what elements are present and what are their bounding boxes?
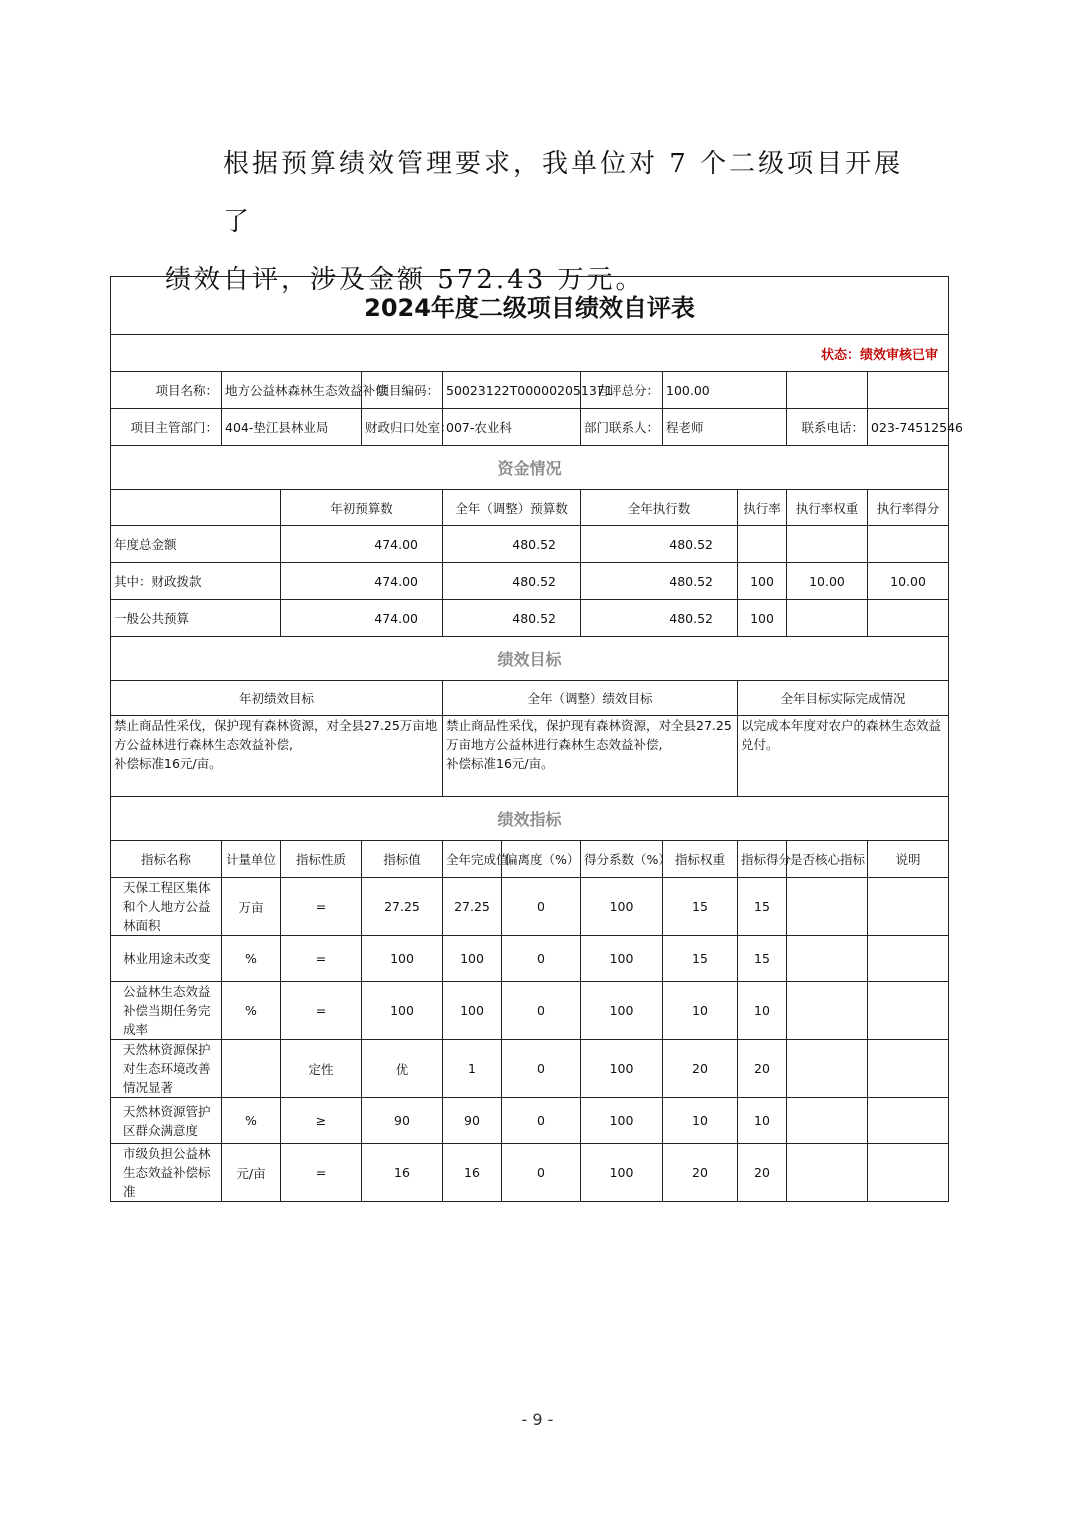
adjusted-target — [443, 716, 738, 797]
table-cell: 480.52 — [443, 600, 581, 637]
table-cell: = — [281, 936, 362, 982]
table-cell: 15 — [738, 936, 787, 982]
table-row — [111, 982, 949, 1040]
label: 联系电话： — [787, 409, 868, 446]
table-cell: = — [281, 982, 362, 1040]
table-cell: 全年完成值 — [443, 841, 502, 878]
actual-completion: 以完成本年度对农户的森林生态效益兑付。 — [738, 716, 949, 797]
table-cell — [787, 600, 868, 637]
table-cell — [787, 526, 868, 563]
table-cell: 万亩 — [222, 878, 281, 936]
table-cell: 10 — [738, 982, 787, 1040]
table-cell: ≥ — [281, 1098, 362, 1144]
table-cell: 474.00 — [281, 600, 443, 637]
table-cell: 480.52 — [581, 526, 738, 563]
table-cell: 市级负担公益林生态效益补偿标准 — [111, 1144, 222, 1202]
table-cell: 是否核心指标 — [787, 841, 868, 878]
table-cell: 0 — [502, 1040, 581, 1098]
table-cell: 一般公共预算 — [111, 600, 281, 637]
table-cell: 480.52 — [581, 600, 738, 637]
table-cell: 林业用途未改变 — [111, 936, 222, 982]
label: 项目主管部门： — [111, 409, 222, 446]
page-number: - 9 - — [521, 1410, 554, 1429]
table-cell: 100 — [581, 1040, 663, 1098]
table-cell: 480.52 — [581, 563, 738, 600]
table-cell — [787, 982, 868, 1040]
status-badge: 状态：绩效审核已审 — [111, 335, 949, 372]
section-targets: 绩效目标 — [111, 637, 949, 681]
table-cell: 公益林生态效益补偿当期任务完成率 — [111, 982, 222, 1040]
targets-header: 全年目标实际完成情况 — [738, 681, 949, 716]
table-cell: 优 — [362, 1040, 443, 1098]
table-cell: 执行率权重 — [787, 490, 868, 526]
table-row — [111, 1040, 949, 1098]
table-row — [111, 563, 949, 600]
table-row — [111, 936, 949, 982]
table-cell: 16 — [443, 1144, 502, 1202]
table-cell: 20 — [738, 1040, 787, 1098]
table-cell — [787, 1144, 868, 1202]
table-cell: 指标值 — [362, 841, 443, 878]
table-cell — [868, 1098, 949, 1144]
table-cell: 天然林资源管护区群众满意度 — [111, 1098, 222, 1144]
table-cell: 15 — [663, 936, 738, 982]
table-cell: 100 — [581, 936, 663, 982]
table-cell: 0 — [502, 936, 581, 982]
table-cell: 其中：财政拨款 — [111, 563, 281, 600]
table-cell: 10.00 — [868, 563, 949, 600]
label: 项目名称： — [111, 372, 222, 409]
table-cell: 定性 — [281, 1040, 362, 1098]
label: 财政归口处室： — [362, 409, 443, 446]
table-cell: 100 — [581, 878, 663, 936]
label: 自评总分： — [581, 372, 663, 409]
finance-office: 007-农业科 — [443, 409, 581, 446]
table-row — [111, 600, 949, 637]
table-cell: 100 — [738, 563, 787, 600]
project-name: 地方公益林森林生态效益补偿 — [222, 372, 362, 409]
table-cell: 27.25 — [362, 878, 443, 936]
table-cell: 90 — [362, 1098, 443, 1144]
department: 404-垫江县林业局 — [222, 409, 362, 446]
table-cell: 100 — [443, 982, 502, 1040]
table-cell: 0 — [502, 982, 581, 1040]
table-cell: 计量单位 — [222, 841, 281, 878]
table-cell: 100 — [581, 1144, 663, 1202]
table-title: 2024年度二级项目绩效自评表 — [111, 277, 949, 335]
evaluation-table — [110, 276, 963, 1202]
table-cell: 100 — [738, 600, 787, 637]
table-cell: 偏离度（%） — [502, 841, 581, 878]
table-cell: 10 — [663, 1098, 738, 1144]
table-cell: 指标名称 — [111, 841, 222, 878]
targets-header: 全年（调整）绩效目标 — [443, 681, 738, 716]
table-cell: 全年执行数 — [581, 490, 738, 526]
table-cell: 元/亩 — [222, 1144, 281, 1202]
table-row — [111, 1144, 949, 1202]
table-cell: 年度总金额 — [111, 526, 281, 563]
table-cell: 27.25 — [443, 878, 502, 936]
table-cell — [787, 1040, 868, 1098]
table-row — [111, 1098, 949, 1144]
table-cell: 天保工程区集体和个人地方公益林面积 — [111, 878, 222, 936]
table-cell: 16 — [362, 1144, 443, 1202]
section-funds: 资金情况 — [111, 446, 949, 490]
text: 禁止商品性采伐，保护现有森林资源，对全县27.25万亩地方公益林进行森林生态效益补偿, — [446, 718, 732, 752]
table-cell: 0 — [502, 878, 581, 936]
table-cell — [868, 982, 949, 1040]
table-cell — [868, 526, 949, 563]
table-cell: 0 — [502, 1144, 581, 1202]
text: 补偿标准16元/亩。 — [114, 756, 222, 771]
table-cell: 10 — [738, 1098, 787, 1144]
table-cell: = — [281, 878, 362, 936]
targets-header: 年初绩效目标 — [111, 681, 443, 716]
table-cell — [222, 1040, 281, 1098]
project-code: 50023122T000002051371 — [443, 372, 581, 409]
table-cell: 474.00 — [281, 563, 443, 600]
table-cell: 90 — [443, 1098, 502, 1144]
text: 补偿标准16元/亩。 — [446, 756, 554, 771]
table-cell: 天然林资源保护对生态环境改善情况显著 — [111, 1040, 222, 1098]
table-cell: 100 — [581, 982, 663, 1040]
table-cell: 0 — [502, 1098, 581, 1144]
table-cell — [787, 936, 868, 982]
intro-line-1: 根据预算绩效管理要求，我单位对 7 个二级项目开展了 — [223, 149, 904, 237]
table-cell: 20 — [663, 1040, 738, 1098]
table-cell: 474.00 — [281, 526, 443, 563]
table-cell: % — [222, 1098, 281, 1144]
table-cell — [111, 490, 281, 526]
table-cell: 20 — [663, 1144, 738, 1202]
table-cell: 年初预算数 — [281, 490, 443, 526]
text: 禁止商品性采伐，保护现有森林资源，对全县27.25万亩地方公益林进行森林生态效益补偿, — [114, 718, 438, 752]
table-cell — [868, 936, 949, 982]
empty-cell — [787, 372, 868, 409]
table-cell: 得分系数（%） — [581, 841, 663, 878]
contact-person: 程老师 — [663, 409, 787, 446]
table-cell: 10 — [663, 982, 738, 1040]
table-cell: 全年（调整）预算数 — [443, 490, 581, 526]
table-cell: 15 — [738, 878, 787, 936]
label: 项目编码： — [362, 372, 443, 409]
table-cell: 执行率得分 — [868, 490, 949, 526]
table-cell: 执行率 — [738, 490, 787, 526]
table-cell — [868, 878, 949, 936]
label: 部门联系人： — [581, 409, 663, 446]
section-indicators: 绩效指标 — [111, 797, 949, 841]
table-cell — [787, 1098, 868, 1144]
phone: 023-74512546 — [868, 409, 949, 446]
initial-target — [111, 716, 443, 797]
table-cell: 10.00 — [787, 563, 868, 600]
table-cell: 100 — [443, 936, 502, 982]
table-cell: 1 — [443, 1040, 502, 1098]
table-cell: % — [222, 936, 281, 982]
table-cell: 100 — [362, 982, 443, 1040]
table-cell: 指标得分 — [738, 841, 787, 878]
table-cell: = — [281, 1144, 362, 1202]
table-cell: 指标性质 — [281, 841, 362, 878]
table-cell: 15 — [663, 878, 738, 936]
intro-line-2: 绩效自评，涉及金额 572.43 万元。 — [165, 265, 645, 295]
table-cell: 指标权重 — [663, 841, 738, 878]
table-cell: 480.52 — [443, 526, 581, 563]
table-cell — [868, 1040, 949, 1098]
table-cell — [868, 600, 949, 637]
empty-cell — [868, 372, 949, 409]
table-cell: 100 — [581, 1098, 663, 1144]
table-cell — [738, 526, 787, 563]
table-cell: 20 — [738, 1144, 787, 1202]
table-cell — [868, 1144, 949, 1202]
table-cell — [787, 878, 868, 936]
total-score: 100.00 — [663, 372, 787, 409]
table-cell: 480.52 — [443, 563, 581, 600]
table-row — [111, 526, 949, 563]
table-cell: 说明 — [868, 841, 949, 878]
table-cell: 100 — [362, 936, 443, 982]
table-cell: % — [222, 982, 281, 1040]
table-row — [111, 878, 949, 936]
